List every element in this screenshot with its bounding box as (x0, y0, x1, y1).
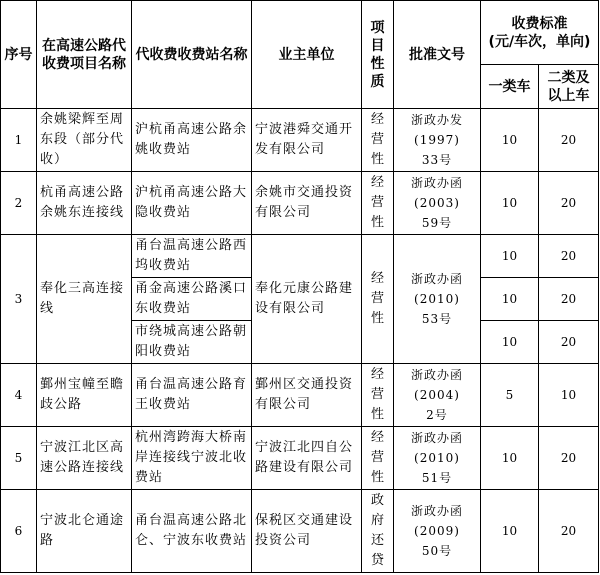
header-project: 在高速公路代收费项目名称 (37, 1, 132, 109)
fee-class1: 10 (481, 109, 539, 172)
fee-class2plus: 20 (539, 490, 599, 573)
approval-doc: 浙政办函 (2003) 59号 (394, 172, 481, 235)
station-name: 甬台温高速公路西坞收费站 (132, 235, 252, 278)
project-name: 宁波江北区高速公路连接线 (37, 427, 132, 490)
header-class1: 一类车 (481, 65, 539, 109)
approval-doc: 浙政办函 (2010) 51号 (394, 427, 481, 490)
project-nature: 经营性 (362, 364, 394, 427)
fee-class1: 10 (481, 427, 539, 490)
fee-class2plus: 20 (539, 321, 599, 364)
owner-unit: 保税区交通建设投资公司 (252, 490, 362, 573)
fee-class2plus: 20 (539, 278, 599, 321)
table-row (1, 427, 599, 490)
fee-class1: 5 (481, 364, 539, 427)
row-index: 4 (1, 364, 37, 427)
table-row (1, 364, 599, 427)
table-row (1, 172, 599, 235)
project-name: 杭甬高速公路余姚东连接线 (37, 172, 132, 235)
fee-class1: 10 (481, 278, 539, 321)
row-index: 3 (1, 235, 37, 364)
row-index: 5 (1, 427, 37, 490)
approval-doc: 浙政办函 (2004) 2号 (394, 364, 481, 427)
project-nature: 经营性 (362, 427, 394, 490)
fee-class1: 10 (481, 235, 539, 278)
fee-class2plus: 20 (539, 172, 599, 235)
project-name: 宁波北仑通途路 (37, 490, 132, 573)
station-name: 甬台温高速公路育王收费站 (132, 364, 252, 427)
header-fee-standard: 收费标准 (元/车次，单向) (481, 1, 599, 65)
station-name: 杭州湾跨海大桥南岸连接线宁波北收费站 (132, 427, 252, 490)
table-row (1, 235, 599, 278)
header-station: 代收费收费站名称 (132, 1, 252, 109)
fee-class2plus: 20 (539, 427, 599, 490)
project-name: 鄞州宝幢至瞻歧公路 (37, 364, 132, 427)
fee-class1: 10 (481, 172, 539, 235)
header-index: 序号 (1, 1, 37, 109)
row-index: 2 (1, 172, 37, 235)
owner-unit: 鄞州区交通投资有限公司 (252, 364, 362, 427)
fee-class1: 10 (481, 321, 539, 364)
owner-unit: 宁波江北四自公路建设有限公司 (252, 427, 362, 490)
owner-unit: 余姚市交通投资有限公司 (252, 172, 362, 235)
header-owner: 业主单位 (252, 1, 362, 109)
project-nature: 经营性 (362, 235, 394, 364)
station-name: 沪杭甬高速公路余姚收费站 (132, 109, 252, 172)
owner-unit: 奉化元康公路建设有限公司 (252, 235, 362, 364)
fee-class2plus: 20 (539, 235, 599, 278)
project-nature: 政府还贷 (362, 490, 394, 573)
header-approval: 批准文号 (394, 1, 481, 109)
table-row (1, 109, 599, 172)
table-header (1, 1, 599, 109)
fee-class2plus: 20 (539, 109, 599, 172)
project-name: 奉化三高连接线 (37, 235, 132, 364)
station-name: 甬金高速公路溪口东收费站 (132, 278, 252, 321)
approval-doc: 浙政办函 (2009) 50号 (394, 490, 481, 573)
station-name: 市绕城高速公路朝阳收费站 (132, 321, 252, 364)
header-class2plus: 二类及以上车 (539, 65, 599, 109)
project-nature: 经营性 (362, 172, 394, 235)
fee-class2plus: 10 (539, 364, 599, 427)
approval-doc: 浙政办发 (1997) 33号 (394, 109, 481, 172)
approval-doc: 浙政办函 (2010) 53号 (394, 235, 481, 364)
owner-unit: 宁波港舜交通开发有限公司 (252, 109, 362, 172)
header-nature: 项目性质 (362, 1, 394, 109)
row-index: 1 (1, 109, 37, 172)
station-name: 甬台温高速公路北仑、宁波东收费站 (132, 490, 252, 573)
row-index: 6 (1, 490, 37, 573)
table-row (1, 490, 599, 573)
fee-class1: 10 (481, 490, 539, 573)
project-name: 余姚梁辉至周东段（部分代收） (37, 109, 132, 172)
project-nature: 经营性 (362, 109, 394, 172)
station-name: 沪杭甬高速公路大隐收费站 (132, 172, 252, 235)
table-body (1, 109, 599, 573)
